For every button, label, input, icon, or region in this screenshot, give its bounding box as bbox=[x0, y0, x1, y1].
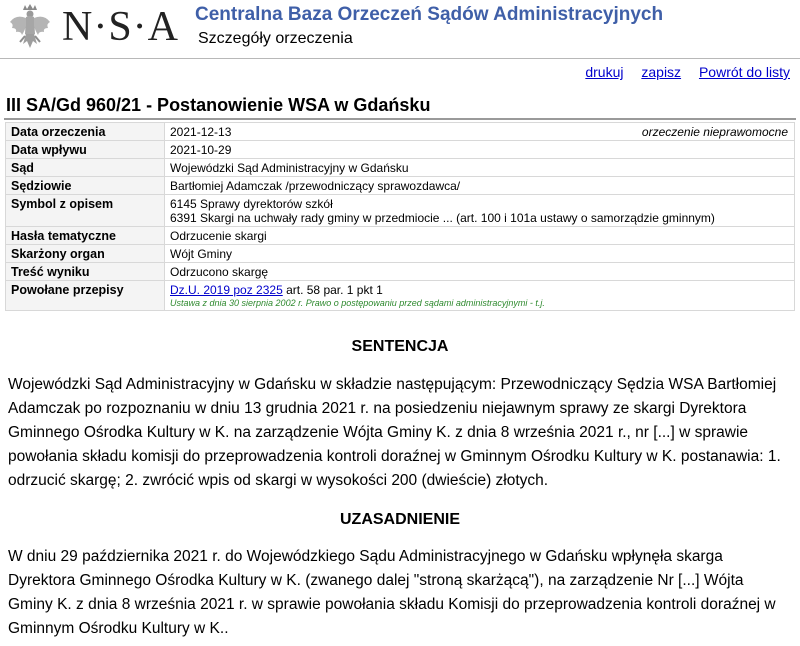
received-label: Data wpływu bbox=[6, 141, 165, 159]
organ-label: Skarżony organ bbox=[6, 245, 165, 263]
table-row bbox=[6, 177, 795, 195]
law-article: art. 58 par. 1 pkt 1 bbox=[282, 283, 383, 297]
court-value: Wojewódzki Sąd Administracyjny w Gdańsku bbox=[165, 159, 795, 177]
status-badge: orzeczenie nieprawomocne bbox=[641, 125, 788, 139]
court-label: Sąd bbox=[6, 159, 165, 177]
page-header bbox=[0, 0, 800, 60]
table-row bbox=[6, 245, 795, 263]
table-row bbox=[6, 227, 795, 245]
judges-label: Sędziowie bbox=[6, 177, 165, 195]
sentencja-heading: SENTENCJA bbox=[351, 338, 449, 355]
result-value: Odrzucono skargę bbox=[165, 263, 795, 281]
symbol-line-1: 6145 Sprawy dyrektorów szkół bbox=[170, 197, 333, 211]
table-row bbox=[6, 281, 795, 311]
law-reference-link[interactable]: Dz.U. 2019 poz 2325 bbox=[170, 283, 283, 297]
case-details-table bbox=[5, 122, 795, 311]
page-subtitle: Szczegóły orzeczenia bbox=[198, 30, 353, 47]
date-value: 2021-12-13 bbox=[170, 125, 232, 139]
back-to-list-link[interactable]: Powrót do listy bbox=[698, 64, 790, 80]
title-divider bbox=[4, 118, 796, 120]
result-label: Treść wyniku bbox=[6, 263, 165, 281]
keywords-label: Hasła tematyczne bbox=[6, 227, 165, 245]
table-row bbox=[6, 195, 795, 227]
table-row bbox=[6, 263, 795, 281]
judges-value: Bartłomiej Adamczak /przewodniczący sprawozdawca/ bbox=[165, 177, 795, 195]
date-label: Data orzeczenia bbox=[6, 123, 165, 141]
laws-label: Powołane przepisy bbox=[6, 281, 165, 311]
uzasadnienie-heading: UZASADNIENIE bbox=[339, 511, 460, 528]
laws-cell bbox=[165, 281, 795, 311]
polish-eagle-emblem-icon bbox=[8, 4, 52, 52]
organ-value: Wójt Gminy bbox=[165, 245, 795, 263]
received-value: 2021-10-29 bbox=[165, 141, 795, 159]
case-title: III SA/Gd 960/21 - Postanowienie WSA w Gdańsku bbox=[6, 95, 431, 115]
keywords-value: Odrzucenie skargi bbox=[165, 227, 795, 245]
table-row bbox=[6, 123, 795, 141]
date-cell bbox=[165, 123, 795, 141]
symbol-label: Symbol z opisem bbox=[6, 195, 165, 227]
uzasadnienie-text: W dniu 29 października 2021 r. do Wojewódzkiego Sądu Administracyjnego w Gdańsku wpłynęła skarga Dyrektora Gminnego Ośrodka Kultury w K. (zwanego dalej "stroną skarżącą"), na zarządzenie Nr [...] Wójta Gminy K. z dnia 8 września 2021 r. w sprawie powołania składu Komisji do przeprowadzenia kontroli doraźnej w Gminnym Ośrodku Kultury w K.. bbox=[8, 548, 776, 637]
law-description: Ustawa z dnia 30 sierpnia 2002 r. Prawo o postępowaniu przed sądami administracyjnymi - t.j. bbox=[170, 298, 545, 308]
nsa-logo: N·S·A bbox=[62, 4, 179, 50]
save-link[interactable]: zapisz bbox=[641, 64, 682, 80]
print-link[interactable]: drukuj bbox=[585, 64, 624, 80]
table-row bbox=[6, 141, 795, 159]
top-nav-links bbox=[571, 64, 790, 80]
symbol-line-2: 6391 Skargi na uchwały rady gminy w przedmiocie ... (art. 100 i 101a ustawy o samorządzie gminnym) bbox=[170, 211, 715, 225]
symbol-cell bbox=[165, 195, 795, 227]
app-title: Centralna Baza Orzeczeń Sądów Administracyjnych bbox=[195, 4, 664, 25]
table-row bbox=[6, 159, 795, 177]
sentencja-text: Wojewódzki Sąd Administracyjny w Gdańsku w składzie następującym: Przewodniczący Sędzia WSA Bartłomiej Adamczak po rozpoznaniu w dniu 13 grudnia 2021 r. na posiedzeniu niejawnym sprawy ze skargi Dyrektora Gminnego Ośrodka Kultury w K. na zarządzenie Wójta Gminy K. z dnia 8 września 2021 r., nr [...] w sprawie powołania składu komisji do przeprowadzenia kontroli doraźnej w Gminnym Ośrodku Kultury w K. postanawia: 1. odrzucić skargę; 2. zwrócić wpis od skargi w wysokości 200 (dwieście) złotych. bbox=[8, 376, 781, 489]
header-divider bbox=[0, 58, 800, 59]
